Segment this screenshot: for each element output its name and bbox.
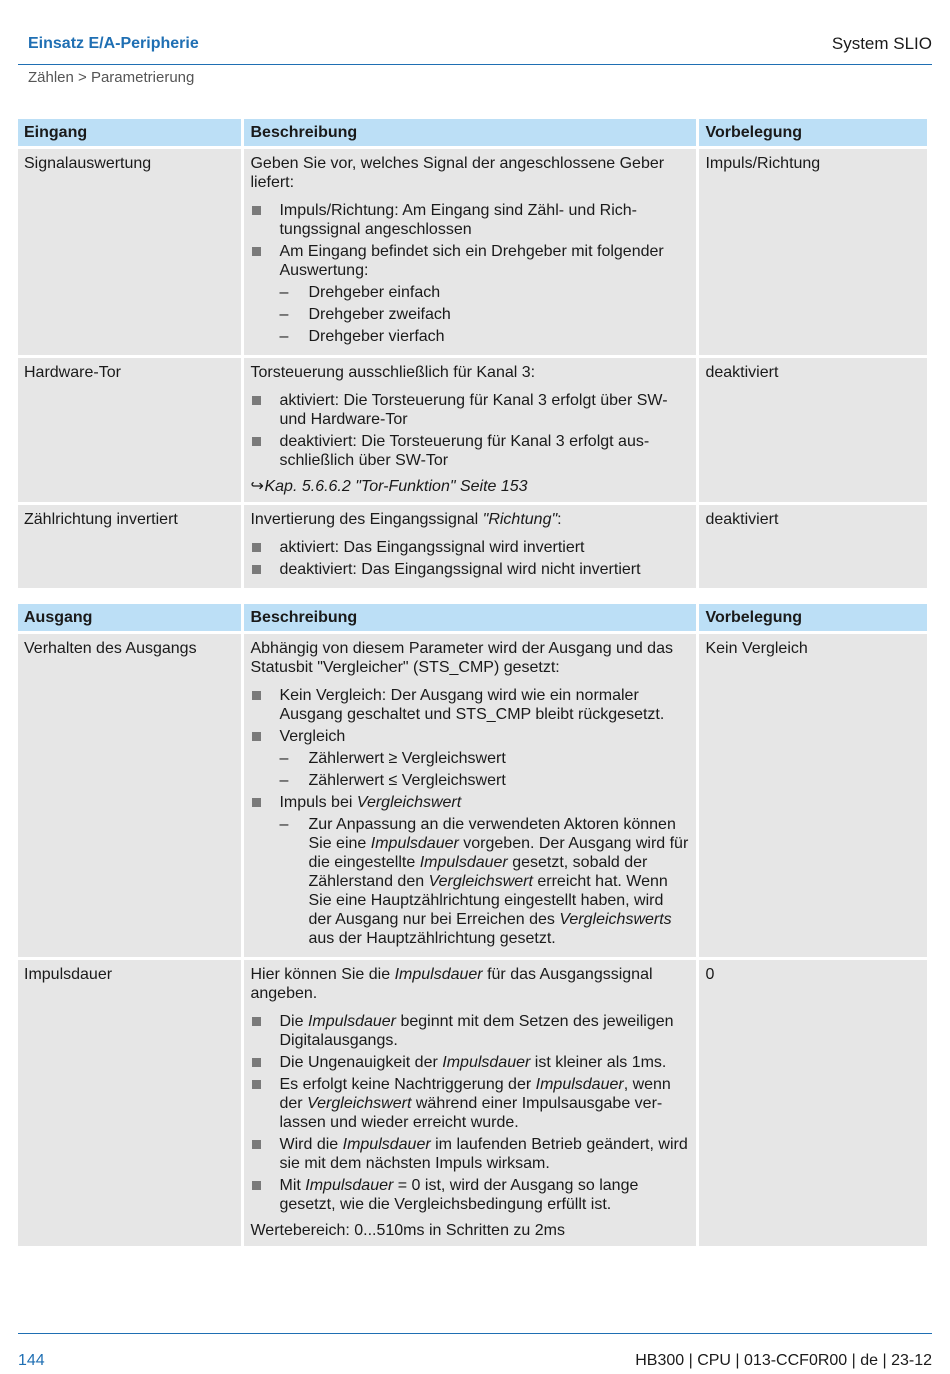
table-row: [18, 960, 927, 1246]
list-item: aktiviert: Das Eingangssignal wird invertiert: [250, 538, 690, 557]
sub-list-item: – Zählerwert ≤ Vergleichswert: [279, 772, 506, 789]
cross-reference-link[interactable]: ↪Kap. 5.6.6.2 "Tor-Funktion" Seite 153: [250, 478, 528, 495]
bullet-square-icon: [252, 691, 261, 700]
description-intro: Invertierung des Eingangssignal "Richtung":: [250, 511, 562, 528]
bullet-square-icon: [252, 437, 261, 446]
sub-list-item: – Drehgeber vierfach: [279, 328, 445, 345]
param-name: Hardware-Tor: [18, 358, 241, 502]
table-row: [18, 358, 927, 502]
list-item: Vergleich – Zählerwert ≥ Vergleichswert – Zählerwert ≤ Vergleichswert: [250, 727, 690, 790]
reference-arrow-icon: ↪: [250, 478, 264, 495]
bullet-square-icon: [252, 247, 261, 256]
section-title: Einsatz E/A-Peripherie: [28, 35, 199, 52]
list-item: Es erfolgt keine Nachtriggerung der Impulsdauer, wenn der Vergleichswert während einer Impulsausgabe verlassen und wieder erreicht wurde.: [250, 1075, 690, 1132]
input-parameter-table: [15, 116, 930, 591]
header-rule: [18, 64, 932, 65]
param-description: [244, 505, 696, 588]
breadcrumb: Zählen > Parametrierung: [28, 69, 195, 86]
list-item: Kein Vergleich: Der Ausgang wird wie ein normaler Ausgang geschaltet und STS_CMP bleibt rückgesetzt.: [250, 686, 690, 724]
description-intro: Hier können Sie die Impulsdauer für das Ausgangssignal angeben.: [250, 966, 653, 1002]
param-default: Kein Vergleich: [699, 634, 927, 957]
param-default: deaktiviert: [699, 505, 927, 588]
list-item: Mit Impulsdauer = 0 ist, wird der Ausgang so lange gesetzt, wie die Vergleichsbedingung erfüllt ist.: [250, 1176, 690, 1214]
list-item: deaktiviert: Die Torsteuerung für Kanal 3 erfolgt ausschließlich über SW-Tor: [250, 432, 690, 470]
list-item: deaktiviert: Das Eingangssignal wird nicht invertiert: [250, 560, 690, 579]
list-item: Impuls bei Vergleichswert – Zur Anpassung an die verwendeten Aktoren können Sie eine Impulsdauer vorgeben. Der Ausgang wird für die eingestellte Impulsdauer gesetzt, sobald der Zählerstand den Vergleichswert erreicht hat. Wenn Sie eine Hauptzählrichtung eingestellt haben, wird der Ausgang nur bei Erreichen des Vergleichswerts aus der Hauptzählrichtung gesetzt.: [250, 793, 690, 948]
bullet-square-icon: [252, 396, 261, 405]
param-name: Zählrichtung invertiert: [18, 505, 241, 588]
header-beschreibung: Beschreibung: [244, 604, 696, 631]
param-default: deaktiviert: [699, 358, 927, 502]
description-intro: Geben Sie vor, welches Signal der angeschlossene Geber liefert:: [250, 155, 665, 191]
table-header-row: [18, 604, 927, 631]
bullet-square-icon: [252, 732, 261, 741]
table-row: [18, 505, 927, 588]
list-item: Impuls/Richtung: Am Eingang sind Zähl- und Richtungssignal angeschlossen: [250, 201, 690, 239]
header-beschreibung: Beschreibung: [244, 119, 696, 146]
bullet-square-icon: [252, 1080, 261, 1089]
bullet-square-icon: [252, 565, 261, 574]
table-row: [18, 634, 927, 957]
list-item: Die Impulsdauer beginnt mit dem Setzen des jeweiligen Digitalausgangs.: [250, 1012, 690, 1050]
sub-list-item: – Zur Anpassung an die verwendeten Aktoren können Sie eine Impulsdauer vorgeben. Der Ausgang wird für die eingestellte Impulsdauer gesetzt, sobald der Zählerstand den Vergleichswert erreicht hat. Wenn Sie eine Hauptzählrichtung eingestellt haben, wird der Ausgang nur bei Erreichen des Vergleichswerts aus der Hauptzählrichtung gesetzt.: [279, 816, 689, 947]
table-row: [18, 149, 927, 355]
list-item: Wird die Impulsdauer im laufenden Betrieb geändert, wird sie mit dem nächsten Impuls wirksam.: [250, 1135, 690, 1173]
bullet-square-icon: [252, 1140, 261, 1149]
page-number: 144: [18, 1352, 45, 1369]
bullet-square-icon: [252, 206, 261, 215]
value-range: Wertebereich: 0...510ms in Schritten zu 2ms: [250, 1222, 565, 1239]
header-eingang: Eingang: [18, 119, 241, 146]
header-vorbelegung: Vorbelegung: [699, 604, 927, 631]
list-item: aktiviert: Die Torsteuerung für Kanal 3 erfolgt über SW- und Hardware-Tor: [250, 391, 690, 429]
param-description: [244, 634, 696, 957]
list-item: Die Ungenauigkeit der Impulsdauer ist kleiner als 1ms.: [250, 1053, 690, 1072]
description-intro: Torsteuerung ausschließlich für Kanal 3:: [250, 364, 536, 381]
sub-list-item: – Drehgeber einfach: [279, 284, 441, 301]
bullet-square-icon: [252, 798, 261, 807]
param-description: [244, 149, 696, 355]
list-item: Am Eingang befindet sich ein Drehgeber mit folgender Auswertung: – Drehgeber einfach – Drehgeber zweifach – Drehgeber vierfach: [250, 242, 690, 346]
sub-list-item: – Zählerwert ≥ Vergleichswert: [279, 750, 506, 767]
output-parameter-table: [15, 601, 930, 1249]
header-ausgang: Ausgang: [18, 604, 241, 631]
bullet-square-icon: [252, 543, 261, 552]
param-description: [244, 358, 696, 502]
param-default: 0: [699, 960, 927, 1246]
bullet-square-icon: [252, 1058, 261, 1067]
bullet-square-icon: [252, 1017, 261, 1026]
bullet-square-icon: [252, 1181, 261, 1190]
footer-rule: [18, 1333, 932, 1334]
header-vorbelegung: Vorbelegung: [699, 119, 927, 146]
product-name: System SLIO: [831, 34, 932, 53]
table-header-row: [18, 119, 927, 146]
param-name: Signalauswertung: [18, 149, 241, 355]
param-name: Verhalten des Ausgangs: [18, 634, 241, 957]
param-name: Impulsdauer: [18, 960, 241, 1246]
document-id: HB300 | CPU | 013-CCF0R00 | de | 23-12: [635, 1352, 932, 1369]
sub-list-item: – Drehgeber zweifach: [279, 306, 451, 323]
param-default: Impuls/Richtung: [699, 149, 927, 355]
param-description: [244, 960, 696, 1246]
description-intro: Abhängig von diesem Parameter wird der Ausgang und das Statusbit "Vergleicher" (STS_CMP) gesetzt:: [250, 640, 673, 676]
